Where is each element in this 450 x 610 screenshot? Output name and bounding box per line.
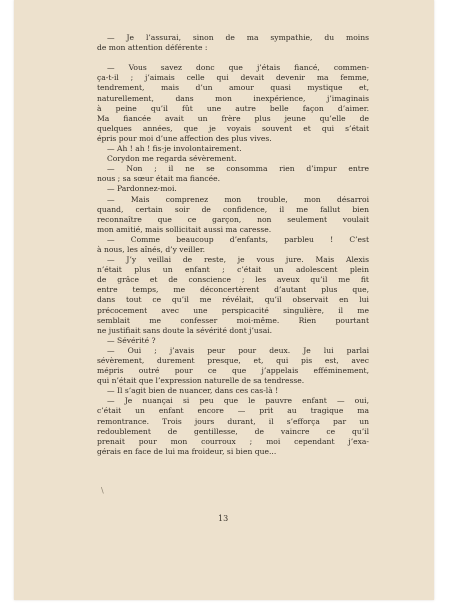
text-line: nous ; sa sœur était ma fiancée. bbox=[97, 174, 221, 184]
text-line: ça-t-il ; j’aimais celle qui devait devenir ma femme, bbox=[97, 73, 369, 83]
text-line: tendrement, mais d’un amour quasi mystique et, bbox=[97, 83, 369, 93]
text-line: sévèrement, durement presque, et, qui pis est, avec bbox=[97, 356, 369, 365]
text-line: — Non ; il ne se consomma rien d’impur entre bbox=[107, 164, 369, 174]
text-line: de mon attention déférente : bbox=[97, 43, 208, 53]
text-line: — Mais comprenez mon trouble, mon désarroi bbox=[107, 194, 369, 204]
text-line: — Pardonnez-moi. bbox=[107, 184, 177, 194]
text-line: — Ah ! ah ! fis-je involontairement. bbox=[107, 144, 242, 154]
text-line: — Comme beaucoup d’enfants, parbleu ! C’est bbox=[107, 234, 369, 244]
text-line: qui n’était que l’expression naturelle de sa tendresse. bbox=[97, 376, 305, 386]
text-line: précocement avec une perspicacité singulière, il me bbox=[97, 305, 369, 315]
text-line: quand, certain soir de confidence, il me fallut bien bbox=[97, 204, 369, 214]
body-text bbox=[97, 33, 369, 457]
text-line: dans tout ce qu’il me révélait, qu’il observait en lui bbox=[97, 295, 369, 305]
text-line: — Oui ; j’avais peur pour deux. Je lui parlai bbox=[107, 345, 369, 355]
text-line: remontrance. Trois jours durant, il s’efforça par un bbox=[97, 416, 369, 426]
text-line: c’était un enfant encore — prit au tragique ma bbox=[97, 406, 369, 416]
text-line: prenait pour mon courroux ; moi cependant j’exa- bbox=[97, 436, 369, 446]
text-line: — J’y veillai de reste, je vous jure. Mais Alexis bbox=[107, 255, 369, 265]
text-line: redoublement de gentillesse, de vaincre ce qu’il bbox=[97, 426, 369, 436]
text-line: ne justifiait sans doute la sévérité dont j’usai. bbox=[97, 325, 273, 335]
text-line: mon amitié, mais sollicitait aussi ma caresse. bbox=[97, 224, 272, 234]
page-number: 13 bbox=[218, 514, 229, 523]
text-line: naturellement, dans mon inexpérience, j’imaginais bbox=[97, 93, 369, 103]
text-line: à nous, les aînés, d’y veiller. bbox=[97, 244, 206, 254]
text-line: reconnaître que ce garçon, non seulement voulait bbox=[97, 214, 369, 224]
text-line: — Je nuançai si peu que le pauvre enfant — oui, bbox=[107, 396, 369, 406]
text-line: à peine qu’il fût une autre belle façon d’aimer. bbox=[97, 103, 369, 113]
text-line: de grâce et de conscience ; les aveux qu’il me fit bbox=[97, 275, 369, 285]
stray-mark: \ bbox=[101, 486, 104, 495]
text-line: Ma fiancée avait un frère plus jeune qu’elle de bbox=[97, 113, 369, 123]
text-line: — Il s’agit bien de nuancer, dans ces cas-là ! bbox=[107, 386, 279, 396]
text-line: gérais en face de lui ma froideur, si bien que... bbox=[97, 446, 277, 456]
text-line: — Je l’assurai, sinon de ma sympathie, du moins bbox=[107, 33, 369, 42]
text-line: Corydon me regarda sévèrement. bbox=[107, 154, 237, 164]
text-line: entre temps, me déconcertèrent d’autant plus que, bbox=[97, 285, 369, 295]
text-line: semblait me confesser moi-même. Rien pourtant bbox=[97, 315, 369, 325]
text-line bbox=[97, 53, 369, 63]
text-line: mépris outré pour ce que j’appelais efféminement, bbox=[97, 366, 369, 376]
text-line: n’était plus un enfant ; c’était un adolescent plein bbox=[97, 265, 369, 275]
text-line: quelques années, que je voyais souvent et qui s’était bbox=[97, 123, 369, 133]
text-line: épris pour moi d’une affection des plus vives. bbox=[97, 133, 272, 143]
text-line: — Sévérité ? bbox=[107, 335, 156, 345]
text-line: — Vous savez donc que j’étais fiancé, commen- bbox=[107, 63, 369, 73]
